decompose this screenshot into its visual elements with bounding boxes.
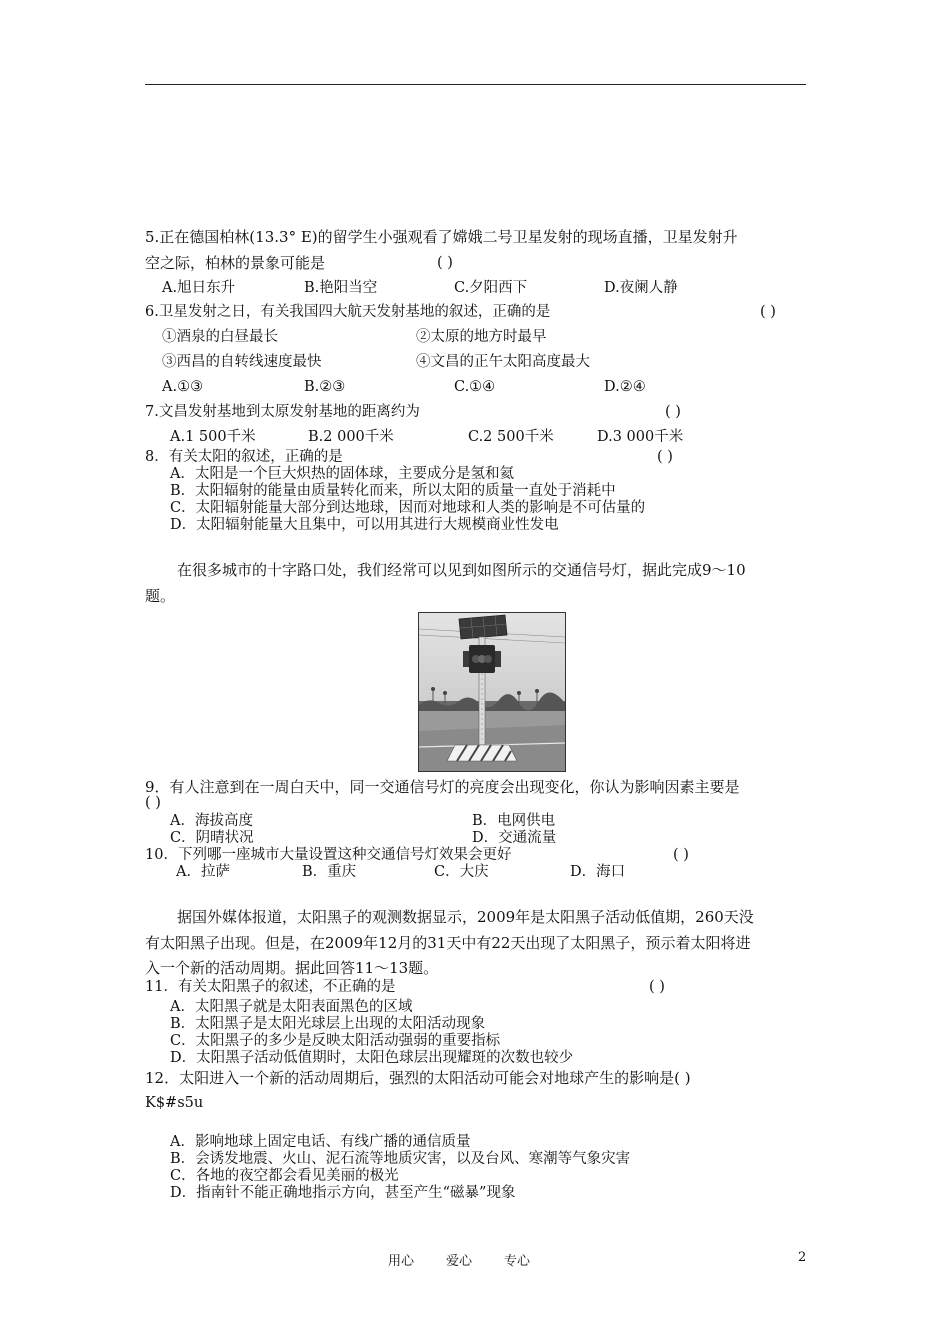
q9-option-b: B．电网供电 (472, 813, 556, 829)
q12-option-d: D．指南针不能正确地指示方向，甚至产生“磁暴”现象 (170, 1185, 516, 1201)
q10-answer-paren: ( ) (673, 847, 689, 863)
q8-answer-paren: ( ) (657, 449, 673, 465)
q8-option-c: C．太阳辐射能量大部分到达地球，因而对地球和人类的影响是不可估量的 (170, 500, 646, 516)
q12-option-b: B．会诱发地震、火山、泥石流等地质灾害，以及台风、寒潮等气象灾害 (170, 1151, 631, 1167)
q5-answer-paren: ( ) (437, 255, 453, 271)
q7-option-b: B.2 000千米 (308, 429, 394, 445)
q6-option-b: B.②③ (304, 379, 346, 395)
q11-stem: 11．有关太阳黑子的叙述，不正确的是 (145, 979, 396, 995)
q10-option-b: B．重庆 (302, 864, 357, 880)
q11-option-d: D．太阳黑子活动低值期时，太阳色球层出现耀斑的次数也较少 (170, 1050, 574, 1066)
q7-option-a: A.1 500千米 (170, 429, 256, 445)
q12-stem: 12．太阳进入一个新的活动周期后，强烈的太阳活动可能会对地球产生的影响是( ) (145, 1069, 691, 1087)
page-number: 2 (798, 1250, 807, 1265)
q12-watermark-text: K$#s5u (145, 1095, 204, 1111)
q12-option-c: C．各地的夜空都会看见美丽的极光 (170, 1168, 399, 1184)
q5-option-d: D.夜阑人静 (604, 280, 678, 296)
footer-item-aixin: 爱心 (446, 1254, 473, 1269)
q10-option-c: C．大庆 (434, 864, 489, 880)
q10-option-d: D．海口 (570, 864, 626, 880)
q8-stem: 8．有关太阳的叙述，正确的是 (145, 449, 343, 465)
q5-option-c: C.夕阳西下 (454, 280, 528, 296)
q6-item-2: ②太原的地方时最早 (416, 329, 547, 345)
q7-option-d: D.3 000千米 (597, 429, 684, 445)
q9-option-a: A．海拔高度 (170, 813, 253, 829)
footer-item-yongxin: 用心 (388, 1254, 415, 1269)
q9-stem-line1: 9．有人注意到在一周白天中，同一交通信号灯的亮度会出现变化，你认为影响因素主要是 (145, 778, 740, 796)
q9-option-c: C．阴晴状况 (170, 830, 254, 846)
q8-option-d: D．太阳辐射能量大且集中，可以用其进行大规模商业性发电 (170, 517, 559, 533)
q10-option-a: A．拉萨 (176, 864, 230, 880)
intro2-line1: 据国外媒体报道，太阳黑子的观测数据显示，2009年是太阳黑子活动低值期，260天没 (177, 908, 754, 926)
traffic-light-photo (418, 612, 566, 772)
q6-option-d: D.②④ (604, 379, 646, 395)
q11-option-c: C．太阳黑子的多少是反映太阳活动强弱的重要指标 (170, 1033, 501, 1049)
q5-stem-line1: 5.正在德国柏林(13.3° E)的留学生小强观看了嫦娥二号卫星发射的现场直播，卫星发射升 (145, 228, 738, 246)
q6-stem: 6.卫星发射之日，有关我国四大航天发射基地的叙述，正确的是 (145, 304, 551, 320)
q11-answer-paren: ( ) (649, 979, 665, 995)
q5-option-a: A.旭日东升 (162, 280, 236, 296)
intro1-line1: 在很多城市的十字路口处，我们经常可以见到如图所示的交通信号灯，据此完成9～10 (177, 561, 746, 579)
q5-stem-line2: 空之际，柏林的景象可能是 (145, 254, 326, 272)
q6-item-4: ④文昌的正午太阳高度最大 (416, 354, 590, 370)
intro1-line2: 题。 (145, 587, 176, 605)
q11-option-b: B．太阳黑子是太阳光球层上出现的太阳活动现象 (170, 1016, 486, 1032)
q6-option-c: C.①④ (454, 379, 496, 395)
header-rule (145, 84, 806, 85)
q6-answer-paren: ( ) (760, 304, 776, 320)
q6-item-3: ③西昌的自转线速度最快 (162, 354, 322, 370)
q10-stem: 10．下列哪一座城市大量设置这种交通信号灯效果会更好 (145, 847, 512, 863)
q8-option-b: B．太阳辐射的能量由质量转化而来，所以太阳的质量一直处于消耗中 (170, 483, 616, 499)
intro2-line2: 有太阳黑子出现。但是，在2009年12月的31天中有22天出现了太阳黑子，预示着太阳将进 (145, 934, 751, 952)
q12-option-a: A．影响地球上固定电话、有线广播的通信质量 (170, 1134, 471, 1150)
q6-option-a: A.①③ (162, 379, 204, 395)
intro2-line3: 入一个新的活动周期。据此回答11～13题。 (145, 959, 439, 977)
q7-answer-paren: ( ) (665, 404, 681, 420)
q6-item-1: ①酒泉的白昼最长 (162, 329, 278, 345)
q5-option-b: B.艳阳当空 (304, 280, 378, 296)
q8-option-a: A．太阳是一个巨大炽热的固体球，主要成分是氢和氦 (170, 466, 514, 482)
q9-option-d: D．交通流量 (472, 830, 557, 846)
q11-option-a: A．太阳黑子就是太阳表面黑色的区域 (170, 999, 413, 1015)
q7-option-c: C.2 500千米 (468, 429, 554, 445)
q9-answer-paren: ( ) (145, 795, 161, 811)
footer-item-zhuanxin: 专心 (504, 1254, 531, 1269)
q7-stem: 7.文昌发射基地到太原发射基地的距离约为 (145, 404, 420, 420)
